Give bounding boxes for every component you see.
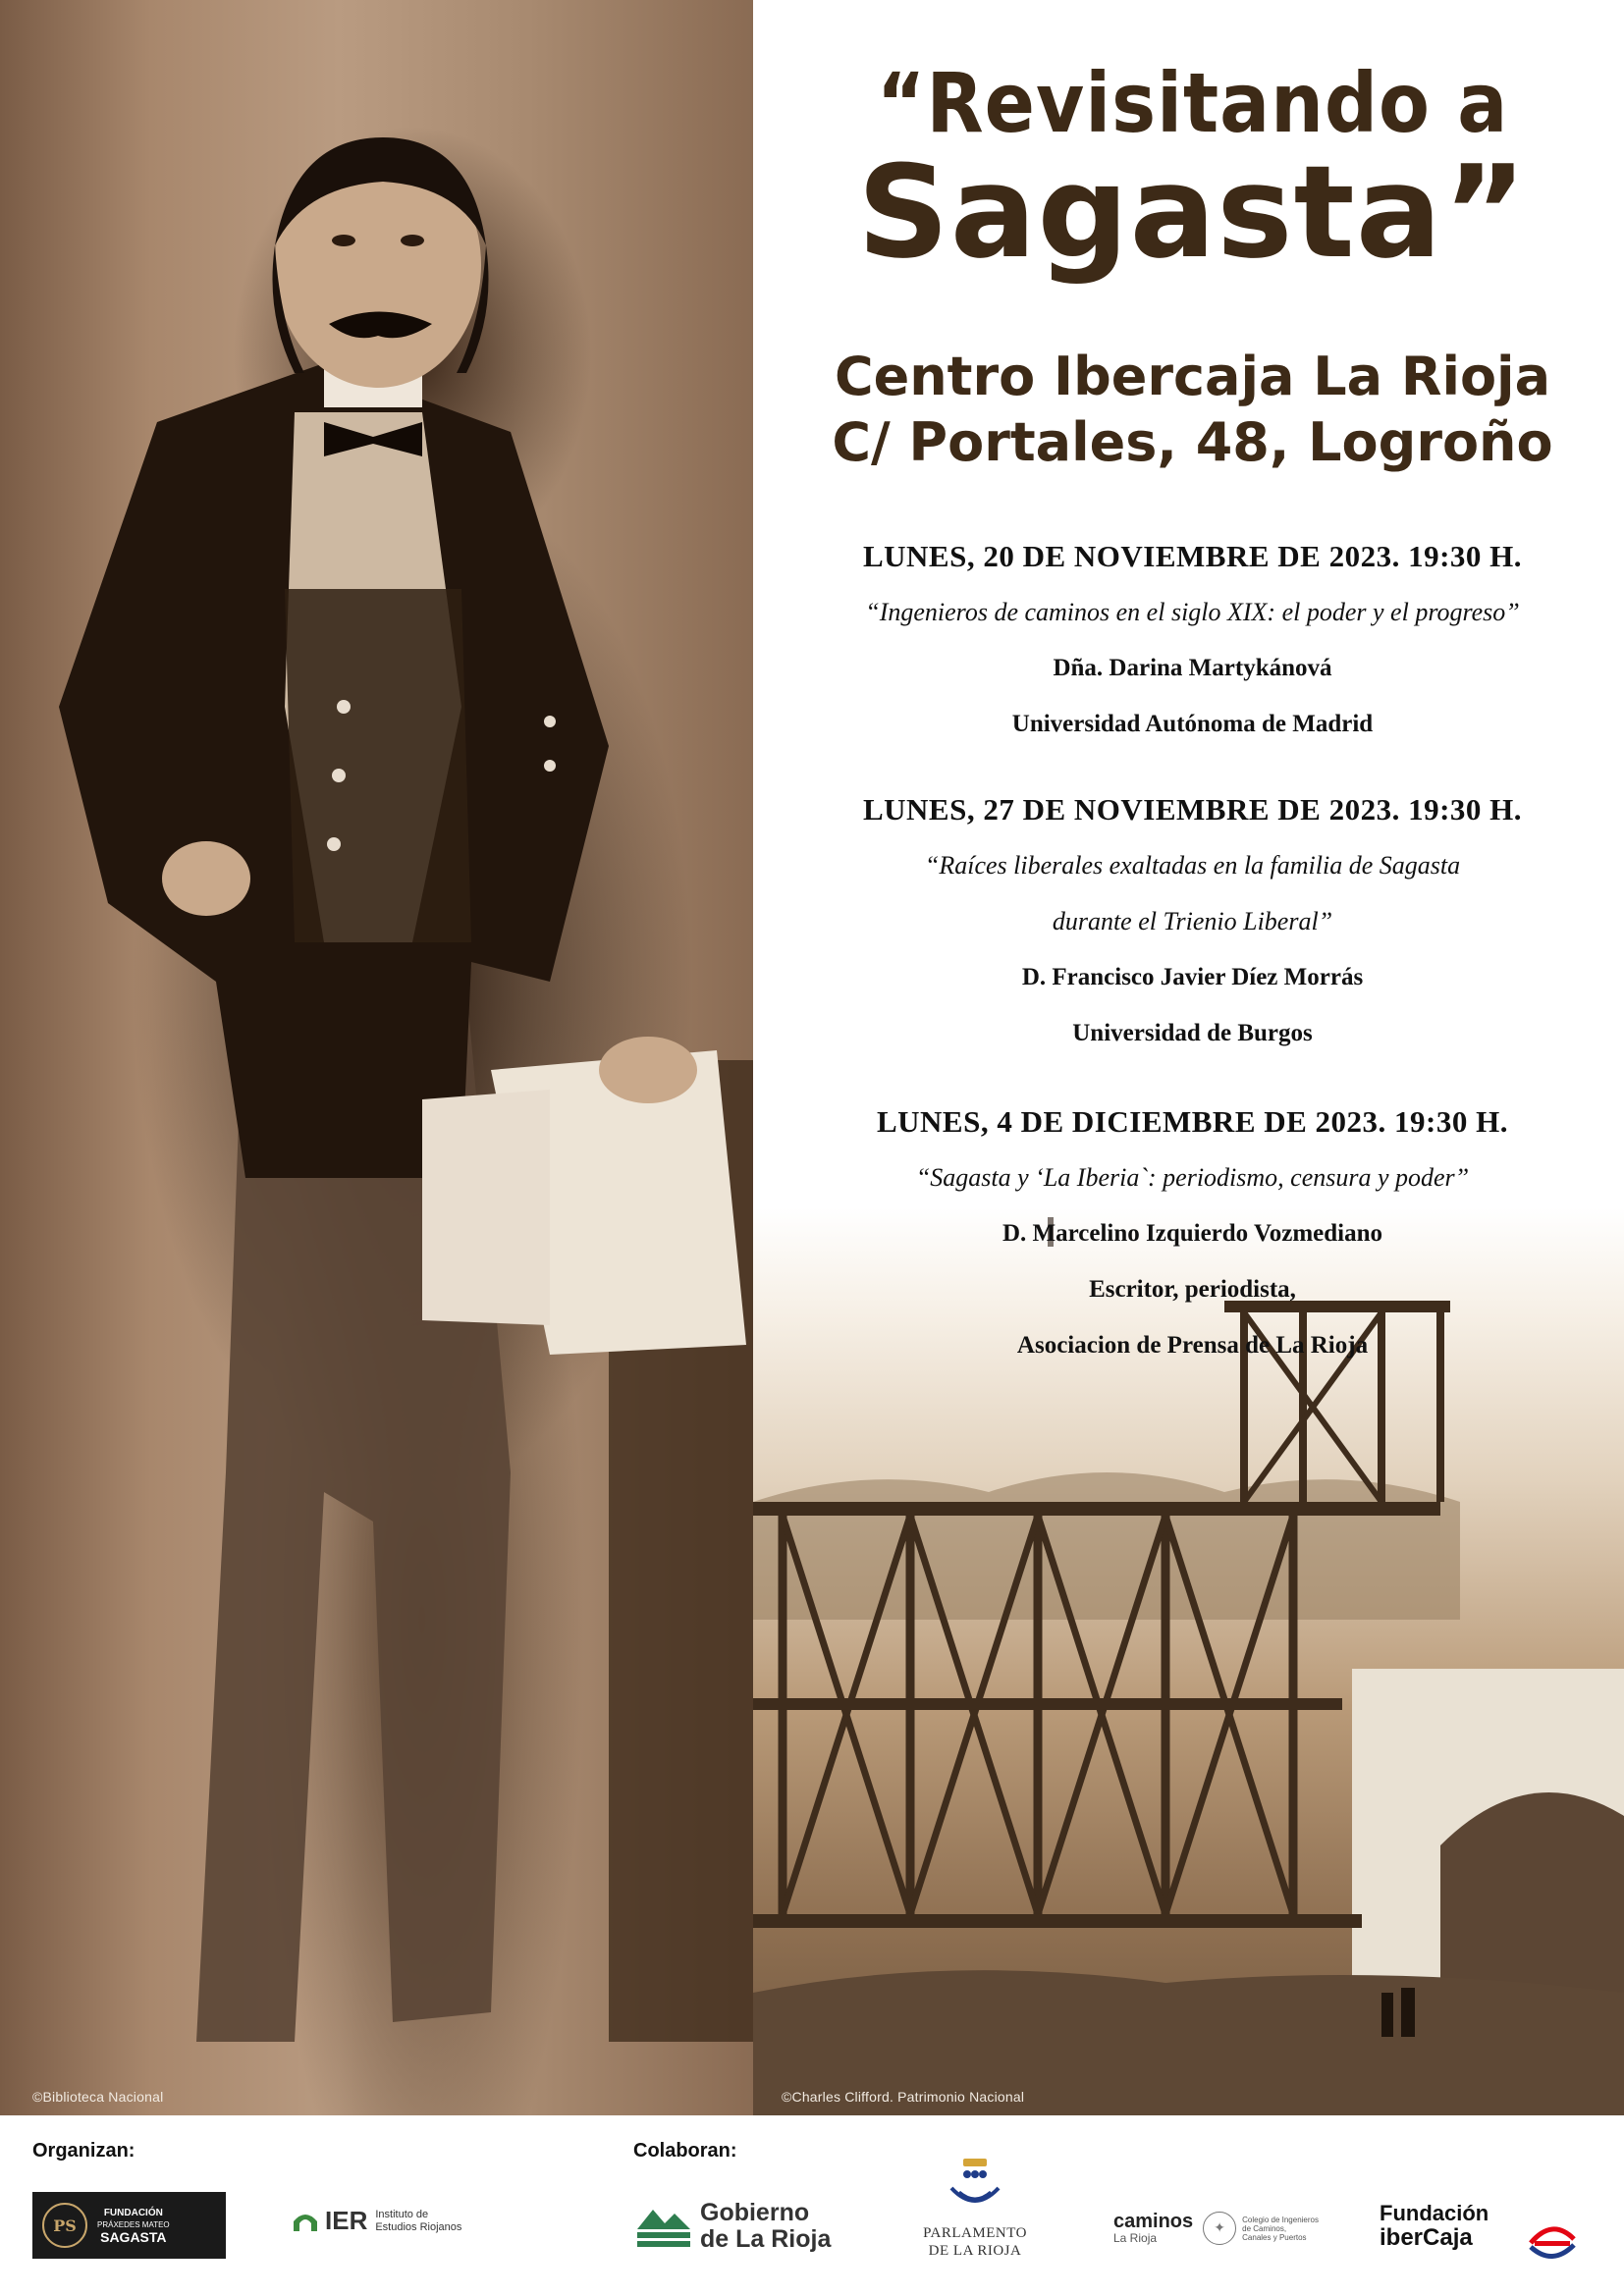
ier-arch-icon xyxy=(292,2210,319,2233)
fundacion-sagasta-logo: PS FUNDACIÓN PRÁXEDES MATEO SAGASTA xyxy=(32,2192,226,2259)
ier-logo: IER Instituto de Estudios Riojanos xyxy=(292,2206,461,2236)
session-institution: Universidad Autónoma de Madrid xyxy=(1011,711,1374,737)
session-speaker: Dña. Darina Martykánová xyxy=(1053,655,1332,681)
session-talk-title: “Raíces liberales exaltadas en la familia de Sagasta xyxy=(924,851,1461,880)
portrait-photo xyxy=(0,0,753,2115)
ibercaja-swirl-icon xyxy=(1527,2221,1578,2265)
session-institution-cont: Asociacion de Prensa de La Rioja xyxy=(1016,1332,1369,1359)
portrait-figure xyxy=(0,0,753,2115)
session-talk-title: “Ingenieros de caminos en el siglo XIX: el poder y el progreso” xyxy=(865,598,1520,626)
poster-title-line1: “Revisitando a xyxy=(876,55,1509,151)
fundacion-ibercaja-logo: Fundación iberCaja xyxy=(1380,2202,1489,2251)
session-institution: Escritor, periodista, xyxy=(1089,1276,1296,1303)
session-talk-title: “Sagasta y ‘La Iberia`: periodismo, censura y poder” xyxy=(915,1163,1470,1192)
caminos-la-rioja-logo: caminos La Rioja ✦ Colegio de Ingenieros de Caminos, Canales y Puertos xyxy=(1113,2211,1319,2245)
parlamento-la-rioja-logo: PARLAMENTO DE LA RIOJA xyxy=(892,2155,1058,2260)
session-2 xyxy=(761,781,1624,1061)
session-1 xyxy=(761,528,1624,752)
gobierno-la-rioja-logo: Gobierno de La Rioja xyxy=(635,2200,831,2253)
session-speaker: D. Francisco Javier Díez Morrás xyxy=(1021,964,1364,990)
session-talk-title-cont: durante el Trienio Liberal” xyxy=(1052,907,1333,935)
sponsors-footer xyxy=(0,2115,1624,2296)
session-3 xyxy=(761,1094,1624,1373)
parlamento-emblem-icon xyxy=(946,2155,1004,2214)
venue-name: Centro Ibercaja La Rioja xyxy=(834,346,1551,407)
gobierno-mountains-icon xyxy=(635,2200,692,2253)
sagasta-monogram-icon: PS xyxy=(42,2203,87,2248)
venue-address: C/ Portales, 48, Logroño xyxy=(832,411,1553,473)
organizers-label: Organizan: xyxy=(32,2140,135,2162)
session-date: LUNES, 4 DE DICIEMBRE DE 2023. 19:30 H. xyxy=(876,1104,1508,1139)
portrait-credit: ©Biblioteca Nacional xyxy=(32,2089,164,2105)
session-date: LUNES, 27 DE NOVIEMBRE DE 2023. 19:30 H. xyxy=(862,792,1523,827)
session-speaker: D. Marcelino Izquierdo Vozmediano xyxy=(1001,1220,1383,1247)
collaborators-label: Colaboran: xyxy=(633,2140,737,2162)
poster-title-line2: Sagasta” xyxy=(857,137,1528,287)
session-date: LUNES, 20 DE NOVIEMBRE DE 2023. 19:30 H. xyxy=(862,539,1523,573)
session-institution: Universidad de Burgos xyxy=(1072,1020,1313,1046)
caminos-seal-icon: ✦ xyxy=(1203,2212,1236,2245)
bridge-credit: ©Charles Clifford. Patrimonio Nacional xyxy=(782,2089,1025,2105)
